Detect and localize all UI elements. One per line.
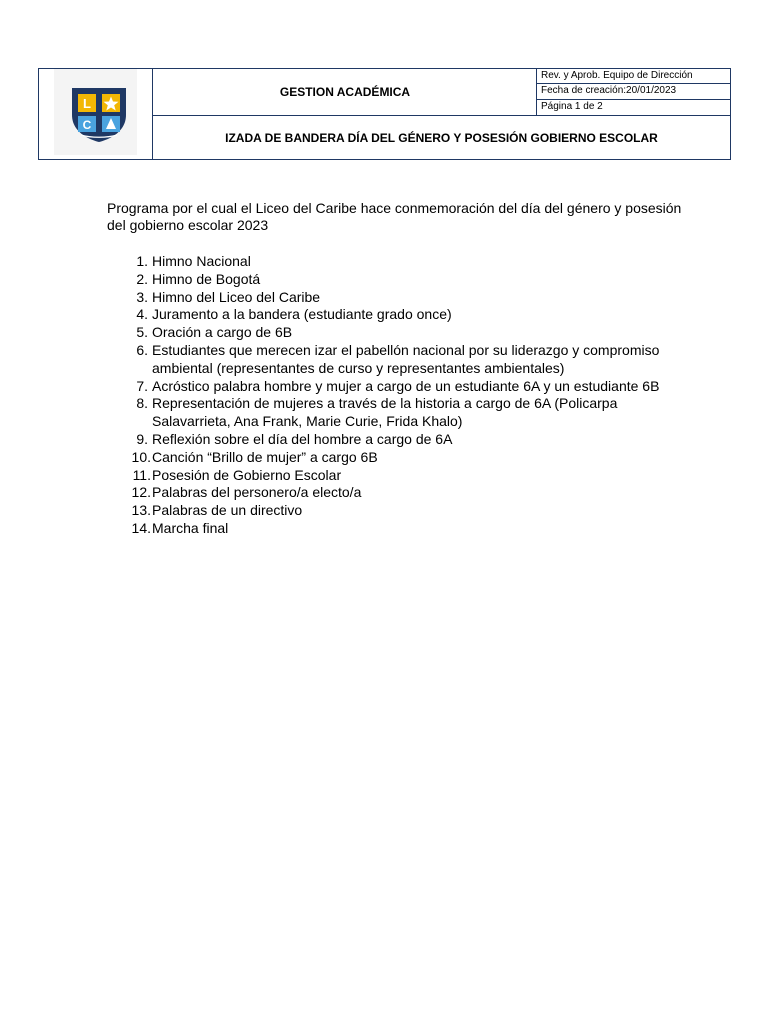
header-title: GESTION ACADÉMICA: [153, 69, 537, 116]
program-item: [107, 378, 667, 396]
program-item-text: Marcha final: [152, 519, 229, 536]
program-item-text: Palabras del personero/a electo/a: [152, 484, 362, 501]
program-item: [107, 520, 667, 538]
meta-created-date: Fecha de creación:20/01/2023: [537, 84, 730, 99]
program-item-text: Acróstico palabra hombre y mujer a cargo de un estudiante 6A y un estudiante 6B: [152, 377, 660, 394]
program-item-number: 9.: [136, 430, 148, 447]
program-item-number: 1.: [136, 253, 148, 269]
program-item: [107, 449, 667, 467]
meta-page-number: Página 1 de 2: [541, 100, 603, 112]
school-crest-logo: [69, 85, 129, 143]
program-item: [107, 395, 667, 431]
program-item-text: Oración a cargo de 6B: [152, 324, 293, 341]
program-item-text: Himno de Bogotá: [152, 270, 261, 287]
program-item-number: 12.: [131, 484, 151, 501]
program-item: [107, 271, 667, 289]
program-item: [107, 306, 667, 324]
program-item-text: Posesión de Gobierno Escolar: [152, 466, 342, 483]
logo-letter-c: C: [82, 118, 92, 132]
program-item-number: 6.: [136, 341, 148, 358]
program-item-number: 11.: [132, 466, 151, 483]
logo-cell: [39, 69, 153, 159]
logo-letter-l: L: [83, 96, 91, 111]
document-header: [38, 68, 731, 160]
meta-revision: Rev. y Aprob. Equipo de Dirección: [537, 69, 730, 84]
program-list: [107, 253, 667, 538]
program-item-text: Estudiantes que merecen izar el pabellón nacional por su liderazgo y compromiso ambiental (representantes de curso y representantes ambientales): [152, 341, 660, 376]
program-item-number: 8.: [136, 395, 148, 412]
program-item-number: 7.: [136, 377, 148, 394]
program-item: [107, 484, 667, 502]
program-item-text: Canción “Brillo de mujer” a cargo 6B: [152, 448, 378, 465]
program-item: [107, 431, 667, 449]
program-item-number: 2.: [136, 270, 148, 287]
program-item-text: Representación de mujeres a través de la historia a cargo de 6A (Policarpa Salavarrieta, Ana Frank, Marie Curie, Frida Khalo): [152, 395, 618, 430]
program-item-number: 10.: [131, 448, 151, 465]
program-item: [107, 289, 667, 307]
header-meta: [536, 69, 730, 116]
program-item: [107, 253, 667, 271]
program-item: [107, 502, 667, 520]
program-item: [107, 324, 667, 342]
program-item-text: Himno Nacional: [152, 253, 251, 269]
program-item-number: 13.: [131, 502, 151, 519]
program-item-number: 14.: [131, 519, 151, 536]
program-item-text: Reflexión sobre el día del hombre a cargo de 6A: [152, 430, 453, 447]
intro-paragraph: Programa por el cual el Liceo del Caribe hace conmemoración del día del género y posesión del gobierno escolar 2023: [107, 200, 682, 233]
program-item-text: Palabras de un directivo: [152, 502, 303, 519]
program-item-number: 5.: [136, 324, 148, 341]
program-item-number: 3.: [136, 288, 148, 305]
program-item-text: Juramento a la bandera (estudiante grado once): [152, 306, 452, 323]
program-item-text: Himno del Liceo del Caribe: [152, 288, 321, 305]
program-item-number: 4.: [136, 306, 148, 323]
header-subtitle: IZADA DE BANDERA DÍA DEL GÉNERO Y POSESIÓN GOBIERNO ESCOLAR: [225, 130, 658, 145]
program-item: [107, 467, 667, 485]
program-item: [107, 342, 667, 378]
